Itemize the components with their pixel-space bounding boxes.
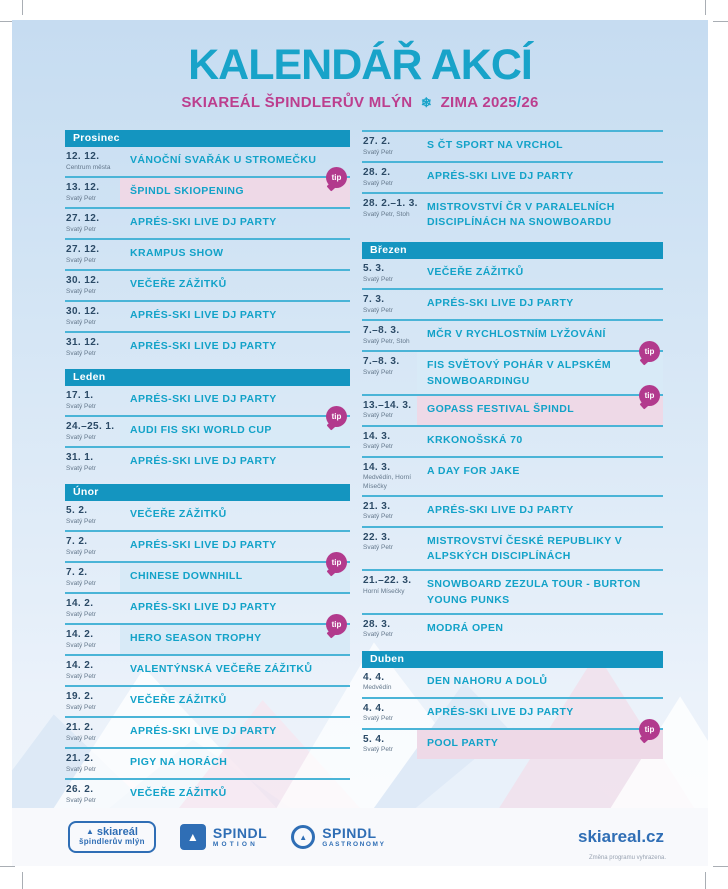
event-date: 14. 2. bbox=[66, 598, 94, 609]
event-venue: Svatý Petr bbox=[363, 275, 393, 283]
event-row bbox=[362, 724, 663, 759]
event-row bbox=[65, 747, 350, 778]
event-date: 5. 3. bbox=[363, 263, 385, 275]
event-date-cell bbox=[362, 615, 417, 644]
event-date-cell bbox=[65, 147, 120, 176]
event-title-cell bbox=[120, 386, 350, 415]
event-venue: Svatý Petr bbox=[66, 349, 96, 357]
event-venue: Svatý Petr bbox=[66, 796, 96, 804]
event-venue: Svatý Petr, Stoh bbox=[363, 210, 410, 218]
event-date-cell bbox=[362, 668, 417, 697]
page-title: KALENDÁŘ AKCÍ bbox=[188, 41, 532, 89]
event-date: 14. 2. bbox=[66, 660, 94, 671]
event-date-cell bbox=[362, 427, 417, 456]
season-label: ZIMA 2025 bbox=[440, 94, 517, 111]
event-title: KRKONOŠSKÁ 70 bbox=[427, 433, 523, 446]
event-title-cell bbox=[417, 427, 663, 456]
event-date-cell bbox=[362, 352, 417, 393]
event-title-cell bbox=[120, 240, 350, 269]
event-venue: Horní Mísečky bbox=[363, 587, 405, 595]
event-venue: Centrum města bbox=[66, 163, 111, 171]
mountain-icon: ▲ bbox=[180, 824, 206, 850]
calendar-column-right bbox=[362, 130, 663, 809]
event-date-cell bbox=[65, 780, 120, 809]
event-title-cell bbox=[417, 497, 663, 526]
event-title-cell bbox=[417, 458, 663, 495]
event-row bbox=[362, 456, 663, 495]
crop-mark bbox=[0, 866, 15, 867]
event-row bbox=[65, 147, 350, 176]
event-row bbox=[362, 347, 663, 393]
event-title-cell bbox=[417, 528, 663, 569]
event-title-cell bbox=[120, 749, 350, 778]
event-date-cell bbox=[65, 302, 120, 331]
event-title: CHINESE DOWNHILL bbox=[130, 570, 243, 582]
event-date-cell bbox=[362, 163, 417, 192]
crop-mark bbox=[713, 866, 728, 867]
event-row bbox=[362, 319, 663, 350]
event-title-cell bbox=[417, 259, 663, 288]
event-date-cell bbox=[65, 656, 120, 685]
event-title: VEČEŘE ZÁŽITKŮ bbox=[130, 508, 227, 520]
month-header: Únor bbox=[65, 484, 350, 501]
event-row bbox=[362, 161, 663, 192]
event-venue: Svatý Petr bbox=[363, 368, 393, 376]
month-section bbox=[362, 651, 663, 759]
event-row bbox=[65, 207, 350, 238]
event-title: FIS SVĚTOVÝ POHÁR V ALPSKÉM SNOWBOARDINGU bbox=[427, 359, 612, 387]
event-venue: Svatý Petr bbox=[66, 548, 96, 556]
season-year-short: 26 bbox=[521, 94, 539, 111]
event-date-cell bbox=[362, 699, 417, 728]
event-row bbox=[362, 130, 663, 161]
event-date-cell bbox=[65, 687, 120, 716]
event-title: VEČEŘE ZÁŽITKŮ bbox=[130, 787, 227, 799]
event-venue: Svatý Petr bbox=[363, 412, 393, 420]
event-date-cell bbox=[362, 528, 417, 569]
event-title: APRÉS-SKI LIVE DJ PARTY bbox=[130, 340, 277, 352]
event-date-cell bbox=[362, 396, 417, 425]
event-date: 28. 3. bbox=[363, 618, 391, 630]
mountain-icon: ▲ bbox=[291, 825, 315, 849]
event-calendar-poster bbox=[12, 20, 708, 866]
event-title-cell bbox=[120, 501, 350, 530]
event-title-cell bbox=[417, 615, 663, 644]
event-title-cell bbox=[417, 699, 663, 728]
event-venue: Svatý Petr bbox=[66, 194, 96, 202]
logo-line2: MOTION bbox=[212, 840, 259, 848]
event-venue: Svatý Petr bbox=[66, 464, 96, 472]
event-title: PIGY NA HORÁCH bbox=[130, 756, 228, 768]
event-date-cell bbox=[65, 178, 120, 207]
tip-badge: tip bbox=[326, 406, 347, 427]
event-date: 7.–8. 3. bbox=[363, 356, 400, 368]
event-venue: Svatý Petr bbox=[66, 641, 96, 649]
event-date-cell bbox=[362, 290, 417, 319]
tip-badge: tip bbox=[639, 719, 660, 740]
event-title-cell bbox=[417, 321, 663, 350]
event-row bbox=[362, 390, 663, 425]
event-row bbox=[362, 526, 663, 569]
month-header: Leden bbox=[65, 369, 350, 386]
event-title-cell bbox=[120, 412, 350, 446]
event-title: HERO SEASON TROPHY bbox=[130, 632, 262, 644]
disclaimer-text: Změna programu vyhrazena. bbox=[588, 855, 666, 861]
event-date-cell bbox=[362, 321, 417, 350]
tip-badge: tip bbox=[639, 385, 660, 406]
event-title-cell bbox=[120, 302, 350, 331]
event-row bbox=[362, 192, 663, 235]
event-date: 4. 4. bbox=[363, 702, 385, 714]
event-row bbox=[65, 778, 350, 809]
event-row bbox=[65, 386, 350, 415]
event-title: A DAY FOR JAKE bbox=[427, 464, 520, 477]
event-venue: Svatý Petr bbox=[66, 287, 96, 295]
event-title-cell bbox=[120, 718, 350, 747]
event-date: 14. 3. bbox=[363, 461, 391, 473]
skiareal-spindleruv-mlyn-logo bbox=[68, 821, 156, 853]
event-date-cell bbox=[65, 563, 120, 592]
event-title-cell bbox=[417, 571, 663, 612]
brand-name: SKIAREÁL ŠPINDLERŮV MLÝN bbox=[181, 94, 413, 111]
calendar-content bbox=[65, 130, 663, 809]
event-title-cell bbox=[120, 656, 350, 685]
event-title-cell bbox=[120, 620, 350, 654]
event-date: 21. 2. bbox=[66, 722, 94, 733]
event-title: VALENTÝNSKÁ VEČEŘE ZÁŽITKŮ bbox=[130, 663, 313, 675]
event-row bbox=[65, 685, 350, 716]
event-venue: Svatý Petr bbox=[66, 256, 96, 264]
tip-badge: tip bbox=[326, 552, 347, 573]
crop-mark bbox=[705, 0, 706, 15]
event-date-cell bbox=[362, 571, 417, 612]
event-date-cell bbox=[362, 458, 417, 495]
event-title: KRAMPUS SHOW bbox=[130, 247, 224, 259]
event-title: GOPASS FESTIVAL ŠPINDL bbox=[427, 402, 575, 415]
event-venue: Svatý Petr bbox=[363, 513, 393, 521]
event-title-cell bbox=[417, 347, 663, 393]
season-separator: / bbox=[516, 94, 522, 111]
event-row bbox=[65, 654, 350, 685]
event-title: ŠPINDL SKIOPENING bbox=[130, 185, 244, 197]
event-title: DEN NAHORU A DOLŮ bbox=[427, 674, 548, 687]
event-title-cell bbox=[120, 687, 350, 716]
spindl-motion-logo bbox=[180, 824, 267, 850]
event-date: 17. 1. bbox=[66, 390, 94, 401]
event-row bbox=[362, 569, 663, 612]
month-section bbox=[65, 130, 350, 362]
event-date-cell bbox=[65, 718, 120, 747]
event-title: APRÉS-SKI LIVE DJ PARTY bbox=[427, 503, 574, 516]
event-venue: Svatý Petr bbox=[66, 765, 96, 773]
tip-badge: tip bbox=[326, 167, 347, 188]
event-title: MČR V RYCHLOSTNÍM LYŽOVÁNÍ bbox=[427, 328, 606, 341]
event-row bbox=[65, 412, 350, 446]
event-title: APRÉS-SKI LIVE DJ PARTY bbox=[427, 705, 574, 718]
event-row bbox=[65, 592, 350, 623]
event-venue: Svatý Petr bbox=[66, 318, 96, 326]
event-date-cell bbox=[65, 386, 120, 415]
event-row bbox=[65, 620, 350, 654]
event-title: AUDI FIS SKI WORLD CUP bbox=[130, 424, 272, 436]
month-section bbox=[65, 369, 350, 477]
event-date: 21.–22. 3. bbox=[363, 575, 412, 587]
event-title: APRÉS-SKI LIVE DJ PARTY bbox=[130, 216, 277, 228]
event-row bbox=[362, 613, 663, 644]
event-title-cell bbox=[417, 724, 663, 759]
event-title-cell bbox=[120, 271, 350, 300]
event-date: 14. 2. bbox=[66, 629, 94, 640]
event-venue: Svatý Petr bbox=[66, 579, 96, 587]
event-row bbox=[362, 697, 663, 728]
logo-line1: SPINDL bbox=[212, 824, 268, 841]
mountain-icon: ▲ bbox=[85, 826, 94, 836]
crop-mark bbox=[705, 872, 706, 889]
event-venue: Svatý Petr bbox=[66, 225, 96, 233]
event-title-cell bbox=[120, 780, 350, 809]
event-venue: Svatý Petr bbox=[363, 179, 393, 187]
logo-line1: skiareál bbox=[96, 826, 138, 839]
event-date: 30. 12. bbox=[66, 306, 100, 317]
event-title-cell bbox=[120, 173, 350, 207]
event-date-cell bbox=[65, 448, 120, 477]
crop-mark bbox=[22, 872, 23, 889]
event-date: 19. 2. bbox=[66, 691, 94, 702]
event-date: 7. 3. bbox=[363, 294, 385, 306]
event-date: 30. 12. bbox=[66, 275, 100, 286]
event-date-cell bbox=[65, 749, 120, 778]
event-title: APRÉS-SKI LIVE DJ PARTY bbox=[427, 297, 574, 310]
event-title-cell bbox=[417, 290, 663, 319]
event-title-cell bbox=[417, 668, 663, 697]
event-venue: Medvědín, Horní Mísečky bbox=[363, 474, 412, 491]
event-row bbox=[65, 558, 350, 592]
event-row bbox=[362, 259, 663, 288]
event-venue: Svatý Petr bbox=[66, 433, 96, 441]
logo-line1: SPINDL bbox=[322, 824, 377, 841]
event-venue: Svatý Petr bbox=[363, 631, 393, 639]
event-row bbox=[65, 530, 350, 561]
event-title-cell bbox=[120, 333, 350, 362]
crop-mark bbox=[713, 21, 728, 22]
event-title: APRÉS-SKI LIVE DJ PARTY bbox=[130, 539, 277, 551]
event-date: 31. 1. bbox=[66, 452, 94, 463]
event-venue: Svatý Petr bbox=[363, 746, 393, 754]
event-row bbox=[362, 668, 663, 697]
poster-header bbox=[12, 20, 708, 111]
event-title: APRÉS-SKI LIVE DJ PARTY bbox=[130, 455, 277, 467]
event-date: 14. 3. bbox=[363, 430, 391, 442]
event-date-cell bbox=[65, 417, 120, 446]
event-venue: Svatý Petr bbox=[66, 402, 96, 410]
event-title: APRÉS-SKI LIVE DJ PARTY bbox=[130, 393, 277, 405]
month-header: Březen bbox=[362, 242, 663, 259]
event-date-cell bbox=[65, 625, 120, 654]
page-subtitle bbox=[12, 94, 708, 111]
event-row bbox=[362, 288, 663, 319]
event-venue: Svatý Petr bbox=[363, 443, 393, 451]
event-title: MISTROVSTVÍ ČR V PARALELNÍCH DISCIPLÍNÁCH NA SNOWBOARDU bbox=[427, 201, 615, 229]
event-row bbox=[362, 495, 663, 526]
event-venue: Svatý Petr bbox=[66, 517, 96, 525]
event-row bbox=[65, 501, 350, 530]
month-header: Duben bbox=[362, 651, 663, 668]
event-title-cell bbox=[120, 594, 350, 623]
crop-mark bbox=[22, 0, 23, 15]
event-title: APRÉS-SKI LIVE DJ PARTY bbox=[130, 309, 277, 321]
event-venue: Svatý Petr bbox=[66, 672, 96, 680]
event-title: MODRÁ OPEN bbox=[427, 621, 504, 634]
month-section bbox=[362, 242, 663, 643]
event-row bbox=[65, 238, 350, 269]
logo-line2: špindlerův mlýn bbox=[79, 837, 145, 847]
event-date: 31. 12. bbox=[66, 337, 100, 348]
event-date: 26. 2. bbox=[66, 784, 94, 795]
event-date-cell bbox=[65, 532, 120, 561]
event-date-cell bbox=[65, 501, 120, 530]
event-title: VEČEŘE ZÁŽITKŮ bbox=[130, 278, 227, 290]
event-venue: Medvědín bbox=[363, 684, 392, 692]
event-row bbox=[65, 173, 350, 207]
event-date-cell bbox=[65, 594, 120, 623]
event-row bbox=[65, 331, 350, 362]
event-title-cell bbox=[417, 163, 663, 192]
event-date-cell bbox=[362, 497, 417, 526]
event-title-cell bbox=[417, 194, 663, 235]
event-row bbox=[65, 269, 350, 300]
event-date: 24.–25. 1. bbox=[66, 421, 115, 432]
event-row bbox=[362, 425, 663, 456]
snowflake-icon: ❄ bbox=[420, 95, 433, 110]
event-venue: Svatý Petr bbox=[363, 148, 393, 156]
event-date: 28. 2.–1. 3. bbox=[363, 198, 418, 209]
event-title: S ČT SPORT NA VRCHOL bbox=[427, 139, 563, 151]
event-date: 28. 2. bbox=[363, 167, 391, 178]
event-date-cell bbox=[65, 333, 120, 362]
event-title: MISTROVSTVÍ ČESKÉ REPUBLIKY V ALPSKÝCH DISCIPLÍNÁCH bbox=[427, 534, 623, 563]
event-venue: Svatý Petr, Stoh bbox=[363, 337, 410, 345]
event-date: 27. 2. bbox=[363, 136, 391, 147]
event-date-cell bbox=[65, 271, 120, 300]
event-title-cell bbox=[120, 147, 350, 176]
event-title-cell bbox=[120, 448, 350, 477]
event-date-cell bbox=[362, 259, 417, 288]
event-venue: Svatý Petr bbox=[66, 734, 96, 742]
event-date: 13.–14. 3. bbox=[363, 399, 412, 411]
event-date: 5. 2. bbox=[66, 505, 88, 516]
event-title-cell bbox=[417, 132, 663, 161]
event-title-cell bbox=[120, 532, 350, 561]
event-date-cell bbox=[362, 132, 417, 161]
event-row bbox=[65, 716, 350, 747]
logo-line2: GASTRONOMY bbox=[322, 840, 386, 848]
tip-badge: tip bbox=[639, 341, 660, 362]
month-section bbox=[362, 130, 663, 235]
month-section bbox=[65, 484, 350, 809]
event-title: VEČEŘE ZÁŽITKŮ bbox=[130, 694, 227, 706]
event-venue: Svatý Petr bbox=[363, 306, 393, 314]
tip-badge: tip bbox=[326, 614, 347, 635]
event-date: 13. 12. bbox=[66, 182, 100, 193]
event-date: 12. 12. bbox=[66, 151, 100, 162]
spindl-gastronomy-logo bbox=[291, 825, 385, 849]
month-header: Prosinec bbox=[65, 130, 350, 147]
event-date: 5. 4. bbox=[363, 733, 385, 745]
event-date-cell bbox=[362, 730, 417, 759]
event-title-cell bbox=[120, 209, 350, 238]
event-title-cell bbox=[417, 390, 663, 425]
event-title: SNOWBOARD ZEZULA TOUR - BURTON YOUNG PUNKS bbox=[427, 578, 641, 606]
event-date: 27. 12. bbox=[66, 213, 100, 224]
poster-footer bbox=[12, 808, 708, 866]
event-date-cell bbox=[65, 209, 120, 238]
event-date: 4. 4. bbox=[363, 671, 385, 683]
event-date-cell bbox=[362, 194, 417, 235]
event-row bbox=[65, 446, 350, 477]
event-title: APRÉS-SKI LIVE DJ PARTY bbox=[130, 725, 277, 737]
event-title: VEČEŘE ZÁŽITKŮ bbox=[427, 266, 524, 279]
calendar-column-left bbox=[65, 130, 350, 809]
website-link: skiareal.cz bbox=[577, 827, 664, 846]
event-venue: Svatý Petr bbox=[66, 703, 96, 711]
event-date: 22. 3. bbox=[363, 531, 391, 543]
event-date: 7.–8. 3. bbox=[363, 325, 400, 337]
event-venue: Svatý Petr bbox=[66, 610, 96, 618]
event-title: APRÉS-SKI LIVE DJ PARTY bbox=[130, 601, 277, 613]
event-title: POOL PARTY bbox=[427, 736, 499, 749]
event-title: VÁNOČNÍ SVAŘÁK U STROMEČKU bbox=[130, 154, 317, 166]
event-date: 7. 2. bbox=[66, 567, 88, 578]
event-row bbox=[65, 300, 350, 331]
event-title-cell bbox=[120, 558, 350, 592]
event-date: 21. 2. bbox=[66, 753, 94, 764]
event-title: APRÉS-SKI LIVE DJ PARTY bbox=[427, 170, 574, 182]
event-date: 27. 12. bbox=[66, 244, 100, 255]
event-date-cell bbox=[65, 240, 120, 269]
event-venue: Svatý Petr bbox=[363, 715, 393, 723]
event-date: 7. 2. bbox=[66, 536, 88, 547]
event-date: 21. 3. bbox=[363, 500, 391, 512]
event-venue: Svatý Petr bbox=[363, 544, 393, 552]
